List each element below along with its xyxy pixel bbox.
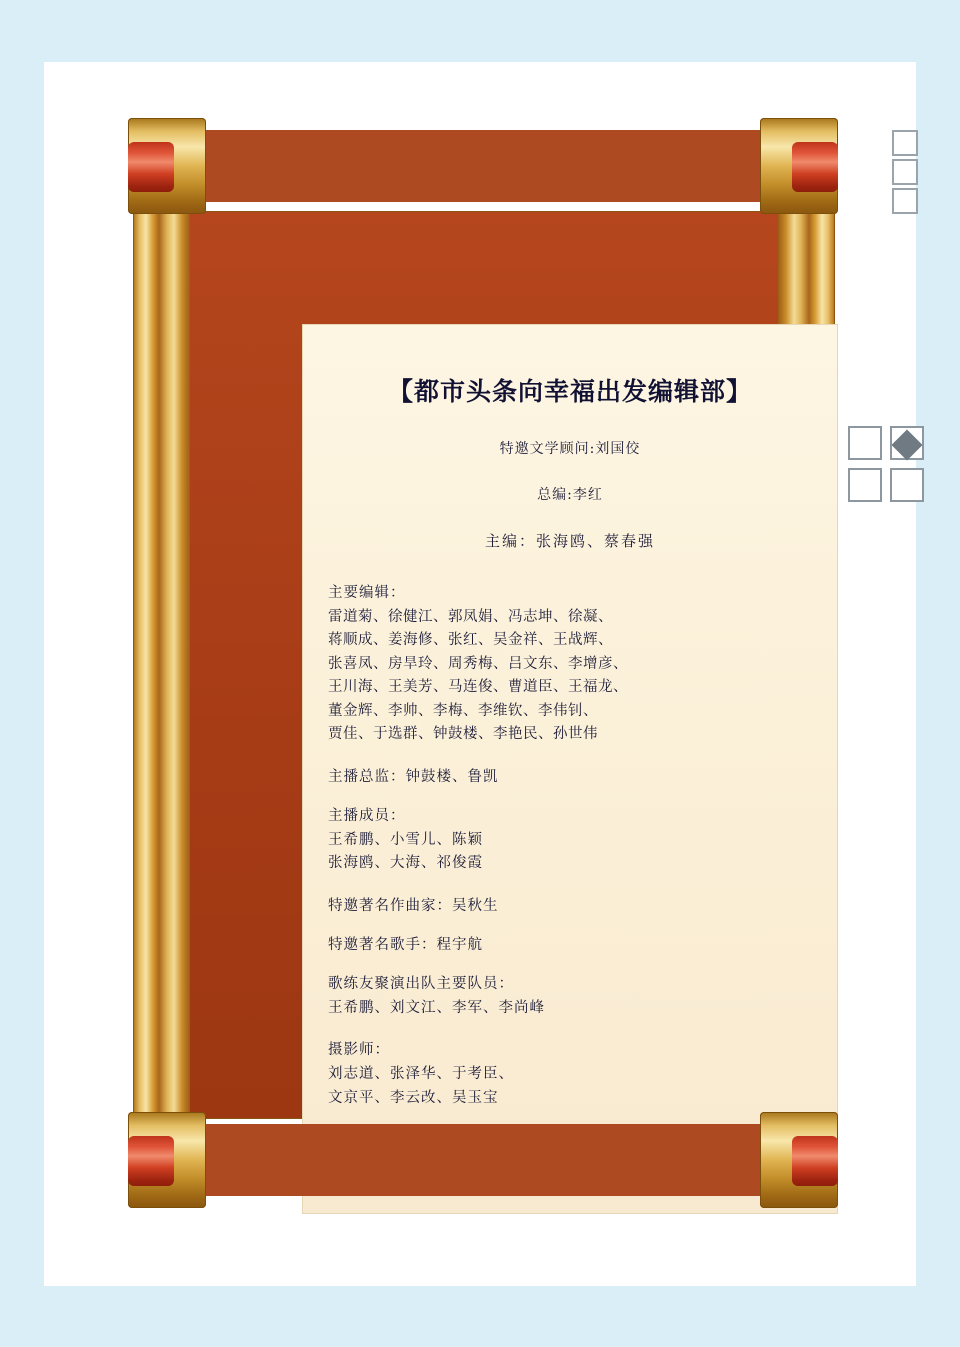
chief-editors-line: 主编：张海鸥、蔡春强 xyxy=(484,532,655,550)
document-content xyxy=(302,324,838,1214)
scroll-artwork xyxy=(48,108,910,1208)
section-heading: 歌练友聚演出队主要队员： xyxy=(328,975,514,992)
section-heading: 主要编辑： xyxy=(328,585,406,601)
section-heading: 摄影师： xyxy=(328,1042,390,1059)
scroll-gold-frame xyxy=(134,212,834,1118)
square-outline-icon[interactable] xyxy=(848,468,882,502)
section-heading: 特邀著名作曲家：吴秋生 xyxy=(328,897,499,914)
roller-knob-left xyxy=(128,1112,206,1208)
section-row: 王希鹏、刘文江、李军、李尚峰 xyxy=(328,999,545,1016)
section-row: 王川海、王美芳、马连俊、曹道臣、王福龙、 xyxy=(328,679,628,696)
section-row: 刘志道、张泽华、于考臣、 xyxy=(328,1066,514,1083)
scroll-roller-top xyxy=(88,118,878,214)
section-heading: 主播总监：钟鼓楼、鲁凯 xyxy=(328,768,499,785)
roller-bar xyxy=(136,1124,830,1196)
section-composer xyxy=(328,894,812,915)
scroll-paper xyxy=(302,324,838,1214)
square-outline-icon[interactable] xyxy=(848,426,882,460)
square-outline-icon[interactable] xyxy=(892,159,918,185)
roller-cap-left xyxy=(128,1136,174,1186)
section-anchor-director xyxy=(328,765,812,786)
scroll-roller-bottom xyxy=(88,1112,878,1208)
section-row: 董金辉、李帅、李梅、李维钦、李伟钊、 xyxy=(328,702,598,719)
overlay-marks-top xyxy=(884,130,920,216)
roller-cap-right xyxy=(792,142,838,192)
overlay-marks-middle xyxy=(846,424,932,510)
section-anchor-members xyxy=(328,804,812,876)
section-row: 贾佳、于选群、钟鼓楼、李艳民、孙世伟 xyxy=(328,726,598,743)
literary-advisor-line: 特邀文学顾问:刘国佼 xyxy=(499,441,641,457)
square-outline-icon[interactable] xyxy=(890,468,924,502)
section-main-editors xyxy=(328,581,812,747)
roller-bar xyxy=(136,130,830,202)
section-row: 张海鸥、大海、祁俊霞 xyxy=(328,855,483,872)
section-singer xyxy=(328,933,812,954)
roller-knob-right xyxy=(760,118,838,214)
square-outline-icon[interactable] xyxy=(892,130,918,156)
section-row: 雷道菊、徐健江、郭凤娟、冯志坤、徐凝、 xyxy=(328,609,613,625)
section-row: 文京平、李云改、吴玉宝 xyxy=(328,1089,499,1106)
editor-in-chief-line: 总编:李红 xyxy=(537,487,603,503)
section-performance-team xyxy=(328,972,812,1020)
roller-cap-right xyxy=(792,1136,838,1186)
section-photographers xyxy=(328,1038,812,1110)
section-row: 王希鹏、小雪儿、陈颖 xyxy=(328,831,483,848)
roller-knob-right xyxy=(760,1112,838,1208)
roller-cap-left xyxy=(128,142,174,192)
section-row: 张喜凤、房旱玲、周秀梅、吕文东、李增彦、 xyxy=(328,655,628,672)
section-heading: 特邀著名歌手：程宇航 xyxy=(328,936,483,953)
page-title: 【都市头条向幸福出发编辑部】 xyxy=(387,377,752,406)
section-heading: 主播成员： xyxy=(328,807,406,824)
section-row: 蒋顺成、姜海修、张红、吴金祥、王战辉、 xyxy=(328,632,613,649)
square-outline-icon[interactable] xyxy=(892,188,918,214)
roller-knob-left xyxy=(128,118,206,214)
